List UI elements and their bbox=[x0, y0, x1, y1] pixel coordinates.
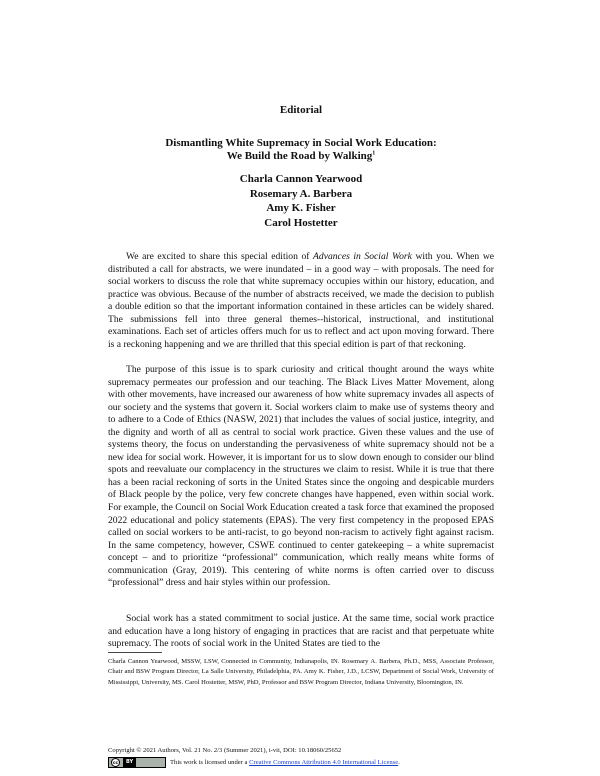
title-line-2 bbox=[108, 150, 494, 163]
author-list bbox=[108, 172, 494, 230]
title-line-1: Dismantling White Supremacy in Social Work Education: bbox=[165, 137, 437, 149]
body-paragraph-3 bbox=[108, 613, 494, 651]
author-name: Carol Hostetter bbox=[264, 216, 338, 229]
article-title bbox=[108, 137, 494, 163]
p1-text-rest: with you. When we distributed a call for abstracts, we were inundated – in a good way – with proposals. The need for social workers to discuss the role that white supremacy occupies within our history, education, and practice was obvious. Because of the number of abstracts received, we made the decision to publish a double edition so that the important information contained in these articles can be widely shared. The submissions fell into three general themes--historical, instructional, and institutional examinations. Each set of articles offers much for us to reflect and act upon moving forward. There is a reckoning happening and we are thrilled that this special edition is part of that reckoning. bbox=[108, 251, 495, 350]
license-prefix: This work is licensed under a bbox=[170, 759, 250, 766]
body-paragraph-2 bbox=[108, 364, 494, 590]
p2-text: The purpose of this issue is to spark curiosity and critical thought around the ways white supremacy permeates our profession and our teaching. The Black Lives Matter Movement, along with other movements, have increased our awareness of how white supremacy invades all aspects of our society and the systems that govern it. Social workers claim to make use of systems theory and to adhere to a Code of Ethics (NASW, 2021) that includes the values of social justice, integrity, and the dignity and worth of all as central to social work practice. Given these values and the use of systems theory, the focus on understanding the pervasiveness of white supremacy should not be a new idea for social work. However, it is important for us to slow down enough to consider our blind spots and reevaluate our complacency in the structures we claim to resist. While it is true that there has a been racial reckoning of sorts in the United States since the ongoing and despicable murders of Black people by the police, very few concrete changes have happened, even within social work. For example, the Council on Social Work Education created a task force that examined the proposed 2022 educational and policy statements (EPAS). The very first competency in the proposed EPAS called on social workers to be anti-racist, to go beyond non-racism to actively fight against racism. In the same competency, however, CSWE continued to center gatekeeping – a white supremacist concept – and to prioritize “professional” communication, which really means white forms of communication (Gray, 2019). This centering of white norms is often carried over to discuss “professional” dress and hair styles within our profession. bbox=[108, 364, 494, 589]
p1-text-start: We are excited to share this special edition of bbox=[126, 251, 314, 262]
license-link[interactable]: Creative Commons Attribution 4.0 International License bbox=[249, 759, 399, 766]
article-type-heading: Editorial bbox=[279, 104, 323, 116]
author-name: Rosemary A. Barbera bbox=[249, 187, 353, 200]
author-affiliations-footnote: Charla Cannon Yearwood, MSSW, LSW, Connected in Community, Indianapolis, IN. Rosemary A. Barbera, Ph.D., MSS, Associate Professor, Chair and BSW Program Director, La Salle University, Philadelphia, PA. Amy K. Fisher, J.D., LCSW, Department of Social Work, University of Mississippi, University, MS. Carol Hostetter, MSW, PhD, Professor and BSW Program Director, Indiana University, Bloomington, IN. bbox=[108, 658, 494, 686]
title-footnote-mark: 1 bbox=[372, 150, 376, 157]
copyright-line: Copyright © 2021 Authors, Vol. 21 No. 2/3 (Summer 2021), i-vii, DOI: 10.18060/25652 bbox=[108, 747, 342, 754]
p3-text: Social work has a stated commitment to social justice. At the same time, social work practice and education have a long history of engaging in practices that are racist and that perpetuate white supremacy. The roots of social work in the United States are tied to the bbox=[108, 613, 494, 650]
body-paragraph-1 bbox=[108, 251, 494, 351]
author-name: Charla Cannon Yearwood bbox=[239, 173, 363, 185]
cc-by-license-badge[interactable] bbox=[108, 757, 166, 768]
journal-name: Advances in Social Work bbox=[313, 251, 412, 262]
license-row bbox=[108, 757, 494, 769]
title-line-2-text: We Build the Road by Walking bbox=[226, 150, 373, 162]
author-name: Amy K. Fisher bbox=[266, 202, 336, 214]
by-icon: BY bbox=[123, 758, 136, 767]
footnote-divider bbox=[108, 652, 162, 653]
license-statement bbox=[170, 757, 400, 769]
license-suffix: . bbox=[398, 759, 400, 766]
cc-icon: cc bbox=[111, 758, 120, 767]
